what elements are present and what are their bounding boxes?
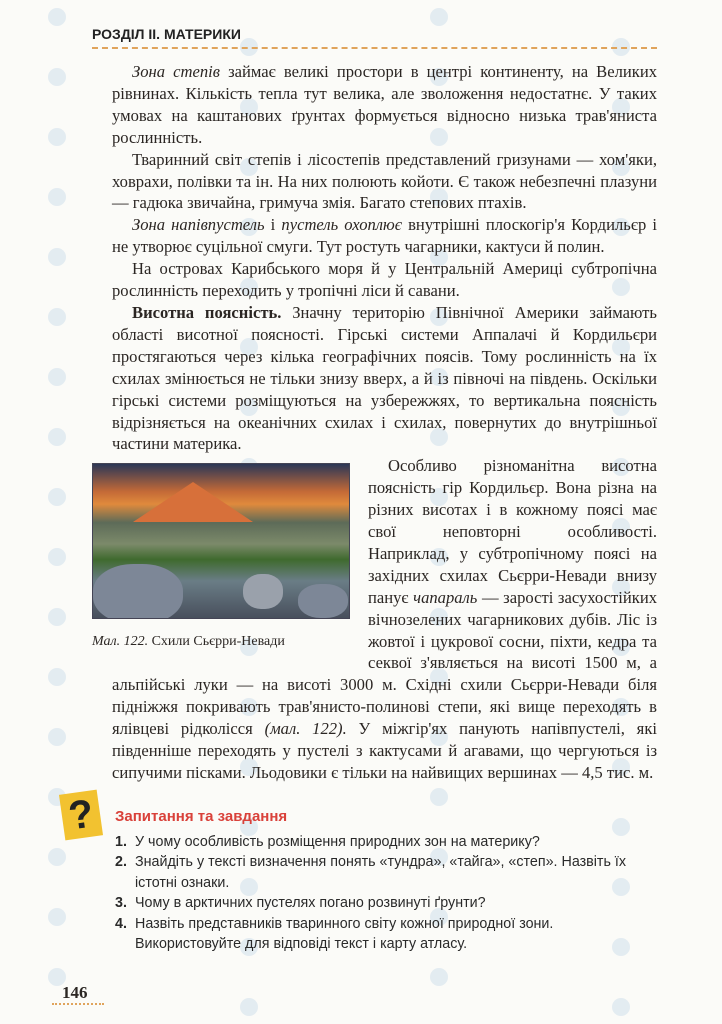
watermark-mark bbox=[48, 248, 66, 266]
watermark-mark bbox=[48, 668, 66, 686]
sierra-nevada-photo bbox=[92, 463, 350, 619]
watermark-mark bbox=[48, 128, 66, 146]
question-mark-icon: ? bbox=[59, 789, 103, 840]
watermark-mark bbox=[48, 308, 66, 326]
term: Зона степів bbox=[132, 62, 220, 81]
main-text bbox=[92, 61, 657, 784]
questions-list bbox=[115, 832, 655, 955]
page-ornament bbox=[52, 1003, 104, 1011]
watermark-mark bbox=[48, 68, 66, 86]
page-number: 146 bbox=[62, 982, 88, 1002]
watermark-mark bbox=[48, 548, 66, 566]
page-content bbox=[62, 26, 657, 1011]
figure-122 bbox=[92, 463, 350, 653]
paragraph-steppe: Зона степів займає великі простори в центрі континенту, на Великих рівнинах. Кількість тепла тут велика, але зволоження недостатнє. У таких умовах на каштанових ґрунтах формується відносно низька трав'яниста рослинність. bbox=[112, 62, 657, 147]
figure-caption: Мал. 122. Схили Сьєрри-Невади bbox=[92, 634, 285, 650]
paragraph-deserts: Зона напівпустель і пустель охоплює внутрішні плоскогір'я Кордильєр і не утворює суцільної смуги. Тут ростуть чагарники, кактуси й полин. bbox=[112, 215, 657, 257]
paragraph-caribbean: На островах Карибського моря й у Центральній Америці субтропічна рослинність переходить у тропічні ліси й савани. bbox=[112, 259, 657, 301]
question-item: 4. Назвіть представників тваринного світу кожної природної зони. Використовуйте для відповіді текст і карту атласу. bbox=[115, 915, 554, 953]
watermark-mark bbox=[48, 488, 66, 506]
watermark-mark bbox=[48, 368, 66, 386]
watermark-mark bbox=[48, 8, 66, 26]
paragraph-altitude: Висотна поясність. Значну територію Північної Америки займають області висотної поясності. Гірські системи Аппалачі й Кордильєри простягаються через кілька географічних поясів. Тому рослинність на їх схилах змінюється не тільки знизу вверх, а й із півночі на південь. Оскільки гірські системи розміщуються на узбережжях, то вертикальна поясність відрізняється на океанічних схилах і схилах, повернутих до внутрішньої частини материка. bbox=[112, 302, 657, 454]
question-item: 1. У чому особливість розміщення природних зон на материку? bbox=[115, 833, 540, 850]
questions-title: Запитання та завдання bbox=[115, 807, 288, 825]
watermark-mark bbox=[48, 728, 66, 746]
watermark-mark bbox=[430, 8, 448, 26]
questions-section bbox=[62, 792, 657, 955]
watermark-mark bbox=[48, 188, 66, 206]
watermark-mark bbox=[48, 428, 66, 446]
section-header: РОЗДІЛ ІІ. МАТЕРИКИ bbox=[92, 26, 657, 49]
question-item: 3. Чому в арктичних пустелях погано розвинуті ґрунти? bbox=[115, 895, 486, 912]
paragraph-fauna: Тваринний світ степів і лісостепів представлений гризунами — хом'яки, ховрахи, полівки та ін. На них полюють койоти. Є також небезпечні плазуни — гадюка звичайна, гримуча змія. Багато степових птахів. bbox=[112, 149, 657, 213]
question-item: 2. Знайдіть у тексті визначення понять «тундра», «тайга», «степ». Назвіть їх істотні ознаки. bbox=[115, 854, 627, 891]
paragraph-cordillera: Особливо різноманітна висотна поясність гір Кордильєр. Вона різна на різних висотах і в кожному поясі має свої неповторні особливості. Наприклад, у субтропічному поясі на західних схилах Сьєрри-Невади внизу панує чапараль — зарості засухостійких вічнозелених чагарникових дубів. Ліс із жовтої і цукрової сосни, піхти, кедра та секвої з'являється на висоті 1500 м, а альпійські луки — на висоті 3000 м. Східні схили Сьєрри-Невади біля підніжжя покривають трав'янисто-полинові степи, які вище переходять в ялівцеві рідколісся (мал. 122). У міжгір'ях панують напівпустелі, які південніше переходять у пустелі з кактусами й агавами, що чергуються із сипучими пісками. Льодовики є тільки на найвищих вершинах — 4,5 тис. м. bbox=[112, 456, 657, 782]
watermark-mark bbox=[48, 608, 66, 626]
